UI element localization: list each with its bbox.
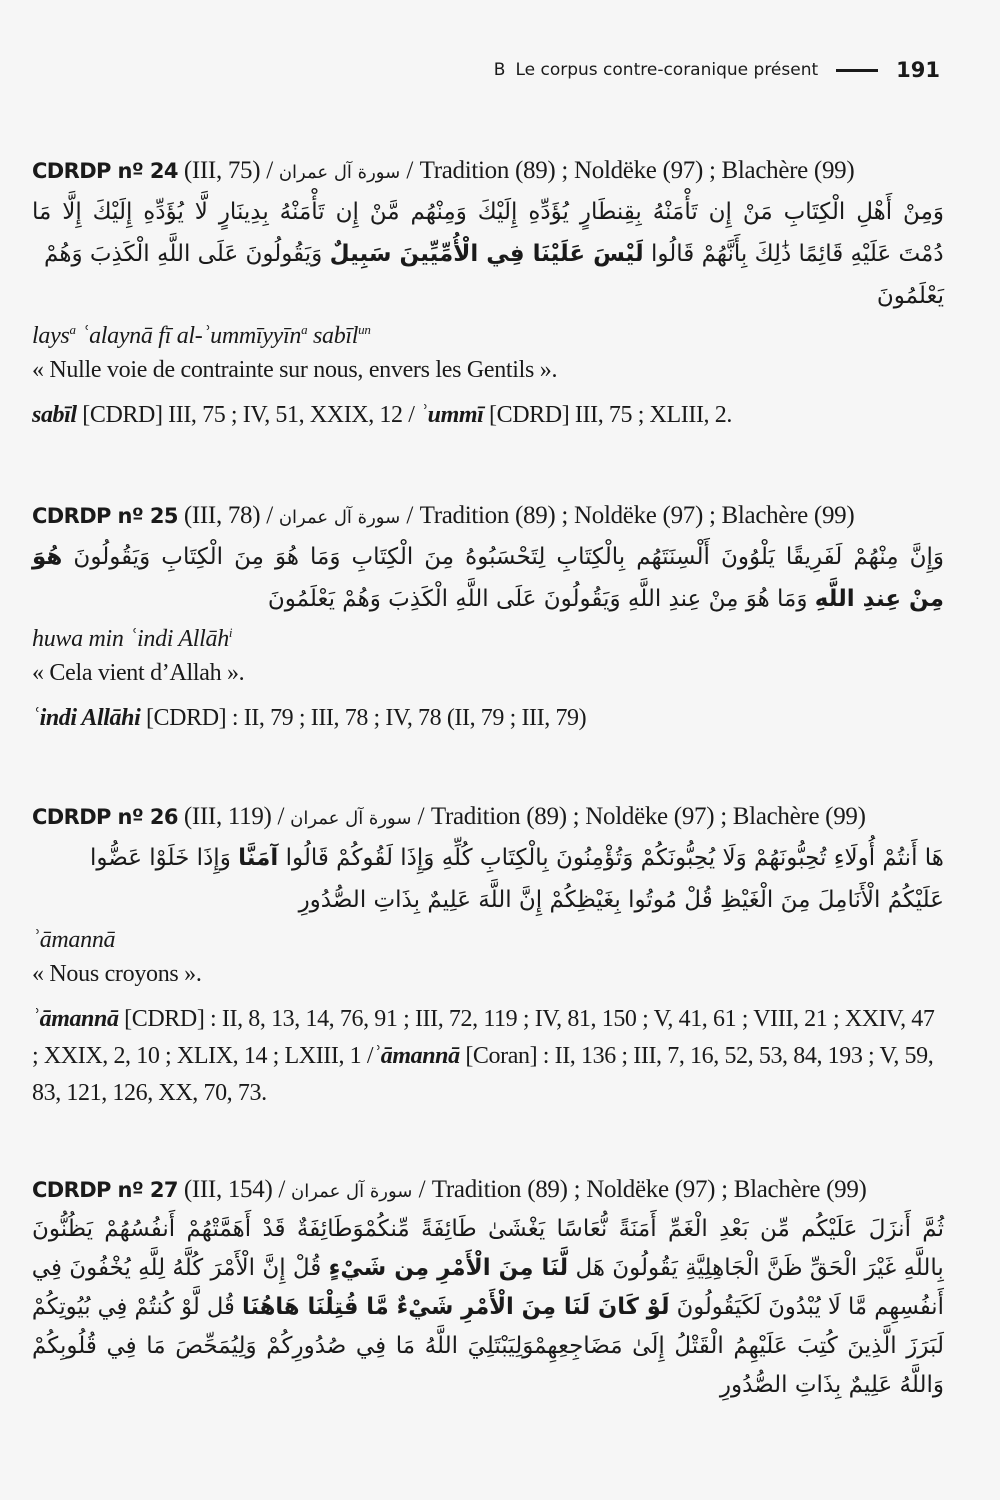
running-header: [494, 58, 940, 82]
arabic-text: قُلْ إِنَّ الْأَمْرَ كُلَّهُ لِلَّهِ يُخْفُونَ فِي: [32, 1255, 329, 1281]
reference-list: [Coran] : II, 136 ; III, 7, 16, 52, 53, 84, 193 ; V, 59, 83, 121, 126, XX, 70, 73.: [32, 1043, 934, 1106]
keyword: sabīl: [32, 402, 77, 428]
arabic-text: هَا أَنتُمْ أُولَاءِ تُحِبُّونَهُمْ وَلَا يُحِبُّونَكُمْ وَتُؤْمِنُونَ بِالْكِتَابِ كُلِّهِ وَإِذَا لَقُوكُمْ قَالُوا: [278, 845, 944, 871]
arabic-text: وَمِنْ أَهْلِ الْكِتَابِ مَنْ إِن تَأْمَنْهُ بِقِنطَارٍ يُؤَدِّهِ إِلَيْكَ وَمِنْهُم مَّنْ إِن تَأْمَنْهُ بِدِينَارٍ لَّا يُؤَدِّهِ إِلَيْكَ إِلَّا مَا: [32, 199, 944, 225]
arabic-text: أَنفُسِهِم مَّا لَا يُبْدُونَ لَكَيَقُولُونَ: [669, 1294, 944, 1320]
translit-text: ʿalaynā fī al-ʾummīyyīn: [75, 323, 302, 349]
arabic-line: [32, 837, 944, 879]
arabic-line: [32, 1366, 944, 1405]
arabic-text: دُمْتَ عَلَيْهِ قَائِمًا ذَٰلِكَ بِأَنَّهُمْ قَالُوا: [644, 241, 944, 267]
entry-heading: [32, 801, 944, 835]
keyword: ʾummī: [420, 402, 484, 428]
entry-heading: [32, 500, 944, 534]
transliteration: [32, 319, 944, 353]
translit-text: huwa min ʿindi Allāh: [32, 626, 229, 652]
arabic-text: لَبَرَزَ الَّذِينَ كُتِبَ عَلَيْهِمُ الْقَتْلُ إِلَىٰ مَضَاجِعِهِمْوَلِيَبْتَلِيَ اللَّهُ مَا فِي صُدُورِكُمْ وَلِيُمَحِّصَ مَا فِي قُلُوبِكُمْ: [32, 1333, 944, 1359]
arabic-text: وَاللَّهُ عَلِيمٌ بِذَاتِ الصُّدُورِ: [719, 1372, 944, 1398]
arabic-line: [32, 536, 944, 578]
arabic-line: [32, 578, 944, 620]
arabic-highlight: آمَنَّا: [238, 845, 279, 871]
arabic-highlight: لَيْسَ عَلَيْنَا فِي الْأُمِّيِّينَ سَبِيلٌ: [329, 241, 645, 267]
arabic-verse: [32, 536, 944, 620]
arabic-text: بِاللَّهِ غَيْرَ الْحَقِّ ظَنَّ الْجَاهِلِيَّةِ يَقُولُونَ هَل: [568, 1255, 944, 1281]
translit-text: lays: [32, 323, 70, 349]
arabic-verse: [32, 837, 944, 921]
chronology: / Tradition (89) ; Noldëke (97) ; Blachère (99): [406, 502, 855, 529]
arabic-text: عَلَيْكُمُ الْأَنَامِلَ مِنَ الْغَيْظِ قُلْ مُوتُوا بِغَيْظِكُمْ إِنَّ اللَّهَ عَلِيمٌ بِذَاتِ الصُّدُورِ: [298, 887, 944, 913]
arabic-line: [32, 275, 944, 317]
translation: « Nulle voie de contrainte sur nous, envers les Gentils ».: [32, 357, 558, 383]
translit-case-ending: a: [301, 322, 308, 337]
entry-cdrdp-25: [32, 500, 944, 737]
translation: « Cela vient d’Allah ».: [32, 660, 245, 686]
cross-references: [32, 1001, 944, 1112]
arabic-highlight: لَوْ كَانَ لَنَا مِنَ الْأَمْرِ شَيْءٌ مَّا قُتِلْنَا هَاهُنَا: [242, 1294, 670, 1320]
reference-list: [CDRD] III, 75 ; XLIII, 2.: [483, 402, 732, 428]
verse-reference: (III, 78) /: [183, 502, 273, 529]
entry-heading: [32, 155, 944, 189]
translation: « Nous croyons ».: [32, 961, 202, 987]
sura-name-arabic: سورة آل عمران: [291, 1181, 413, 1202]
sura-name-arabic: سورة آل عمران: [278, 507, 401, 528]
keyword: ʾāmannā: [373, 1043, 460, 1069]
keyword: ʿindi Allāhi: [32, 705, 141, 731]
arabic-verse: [32, 1210, 944, 1405]
arabic-line: [32, 1327, 944, 1366]
transliteration: [32, 622, 944, 656]
entry-cdrdp-27: [32, 1174, 944, 1405]
arabic-verse: [32, 191, 944, 317]
entry-label: CDRDP nº 24: [32, 159, 178, 183]
transliteration: [32, 923, 944, 957]
cross-references: [32, 700, 944, 737]
arabic-line: [32, 1210, 944, 1249]
header-rule: [836, 69, 878, 72]
arabic-highlight: لَّنَا مِنَ الْأَمْرِ مِن شَيْءٍ: [328, 1255, 569, 1281]
verse-reference: (III, 75) /: [183, 157, 273, 184]
translit-case-ending: i: [228, 625, 233, 640]
entry-cdrdp-26: [32, 801, 944, 1112]
reference-list: [CDRD] : II, 8, 13, 14, 76, 91 ; III, 72, 119 ; IV, 81, 150 ; V, 41, 61 ; VIII, 21 ; XXIV, 47 ; XXIX, 2, 10 ; XLIX, 14 ; LXIII, 1 /: [32, 1006, 935, 1069]
verse-reference: (III, 154) /: [183, 1176, 286, 1203]
translit-case-ending: a: [69, 322, 76, 337]
chronology: / Tradition (89) ; Noldëke (97) ; Blachère (99): [417, 803, 866, 830]
entry-cdrdp-24: [32, 155, 944, 434]
entry-label: CDRDP nº 26: [32, 805, 178, 829]
keyword: ʾāmannā: [32, 1006, 119, 1032]
arabic-line: [32, 233, 944, 275]
translit-text: sabīl: [307, 323, 359, 349]
arabic-text: ثُمَّ أَنزَلَ عَلَيْكُم مِّن بَعْدِ الْغَمِّ أَمَنَةً نُّعَاسًا يَغْشَىٰ طَائِفَةً مِّنكُمْوَطَائِفَةٌ قَدْ أَهَمَّتْهُمْ أَنفُسُهُمْ يَظُنُّونَ: [32, 1216, 944, 1242]
reference-list: [CDRD] : II, 79 ; III, 78 ; IV, 78 (II, 79 ; III, 79): [140, 705, 587, 731]
arabic-line: [32, 191, 944, 233]
sura-name-arabic: سورة آل عمران: [290, 808, 412, 829]
translit-case-ending: un: [358, 322, 371, 337]
chronology: / Tradition (89) ; Noldëke (97) ; Blachère (99): [418, 1176, 867, 1203]
entry-heading: [32, 1174, 944, 1208]
verse-reference: (III, 119) /: [183, 803, 285, 830]
arabic-text: وَمَا هُوَ مِنْ عِندِ اللَّهِ وَيَقُولُونَ عَلَى اللَّهِ الْكَذِبَ وَهُمْ يَعْلَمُونَ: [267, 586, 815, 612]
arabic-text: وَإِذَا خَلَوْا عَضُّوا: [90, 845, 239, 871]
arabic-line: [32, 1288, 944, 1327]
arabic-text: وَيَقُولُونَ عَلَى اللَّهِ الْكَذِبَ وَهُمْ: [44, 241, 330, 267]
entry-label: CDRDP nº 27: [32, 1178, 178, 1202]
arabic-text: يَعْلَمُونَ: [876, 283, 944, 309]
section-letter: B: [493, 60, 506, 80]
arabic-line: [32, 1249, 944, 1288]
arabic-text: قُل لَّوْ كُنتُمْ فِي بُيُوتِكُمْ: [32, 1294, 243, 1320]
page-number: 191: [896, 58, 940, 82]
sura-name-arabic: سورة آل عمران: [278, 162, 401, 183]
arabic-highlight: مِنْ عِندِ اللَّهِ: [814, 586, 944, 612]
section-title: Le corpus contre-coranique présent: [515, 60, 819, 80]
translit-text: ʾāmannā: [32, 927, 116, 953]
entry-label: CDRDP nº 25: [32, 504, 178, 528]
chronology: / Tradition (89) ; Noldëke (97) ; Blachère (99): [406, 157, 855, 184]
arabic-highlight: هُوَ: [32, 544, 63, 570]
cross-references: [32, 397, 944, 434]
arabic-line: [32, 879, 944, 921]
arabic-text: وَإِنَّ مِنْهُمْ لَفَرِيقًا يَلْوُونَ أَلْسِنَتَهُم بِالْكِتَابِ لِتَحْسَبُوهُ مِنَ الْكِتَابِ وَمَا هُوَ مِنَ الْكِتَابِ وَيَقُولُونَ: [62, 544, 944, 570]
reference-list: [CDRD] III, 75 ; IV, 51, XXIX, 12 /: [76, 402, 421, 428]
